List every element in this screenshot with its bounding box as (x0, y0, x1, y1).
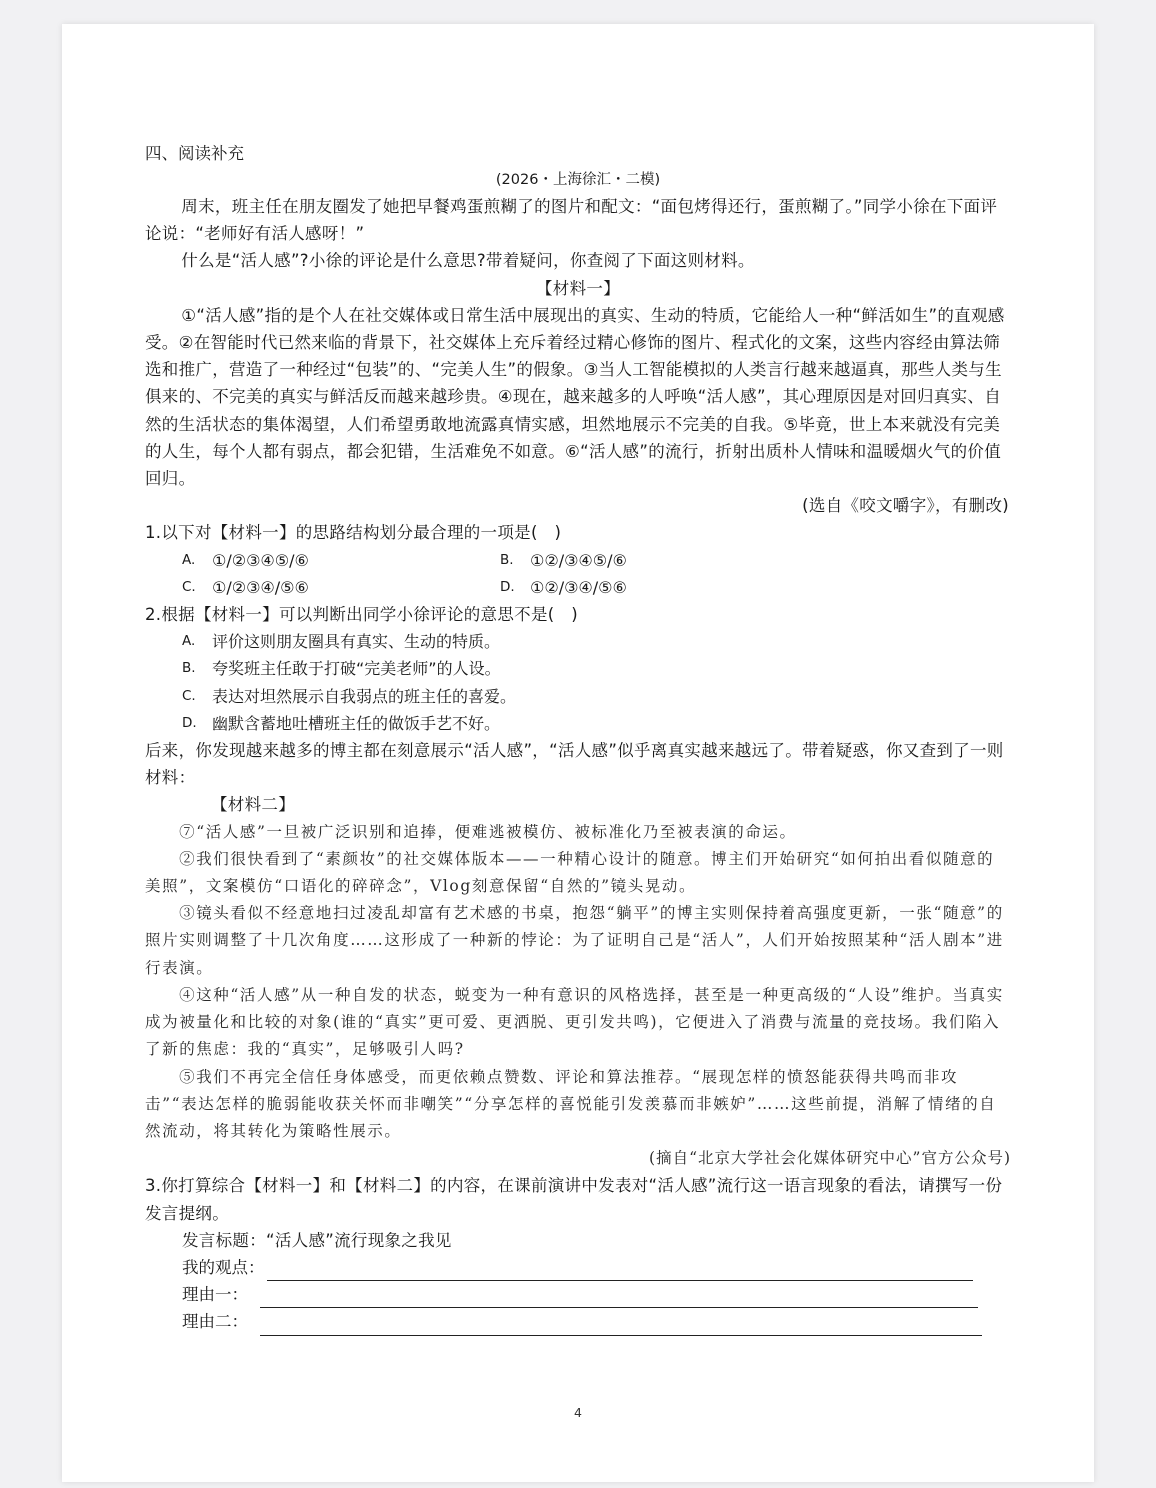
viewpoint-label: 我的观点： (182, 1257, 265, 1277)
question-1-option-b[interactable] (500, 547, 818, 574)
option-letter: B. (500, 551, 514, 568)
document-page (62, 24, 1094, 1482)
option-letter: C. (182, 578, 196, 595)
option-letter: C. (182, 687, 196, 704)
option-text: 幽默含蓄地吐槽班主任的做饭手艺不好。 (212, 713, 501, 733)
page-number: 4 (574, 1405, 582, 1420)
reason-1-row (145, 1281, 1011, 1308)
material2-paragraph-3: ③镜头看似不经意地扫过凌乱却富有艺术感的书桌，抱怨“躺平”的博主实则保持着高强度更新，一张“随意”的照片实则调整了十几次角度……这形成了一种新的悖论：为了证明自己是“活人”，人们开始按照某种“活人剧本”进行表演。 (145, 904, 1004, 977)
option-text: ①②/③④/⑤⑥ (530, 577, 627, 597)
speech-title: 发言标题：“活人感”流行现象之我见 (182, 1230, 452, 1250)
material2-paragraph-5: ⑤我们不再完全信任身体感受，而更依赖点赞数、评论和算法推荐。“展现怎样的愤怒能获得共鸣而非攻击”“表达怎样的脆弱能收获关怀而非嘲笑”“分享怎样的喜悦能引发羡慕而非嫉妒”……这些前提，消解了情绪的自然流动，将其转化为策略性展示。 (145, 1067, 997, 1140)
option-letter: B. (182, 660, 196, 677)
material1-body: ①“活人感”指的是个人在社交媒体或日常生活中展现出的真实、生动的特质，它能给人一种“鲜活如生”的直观感受。②在智能时代已然来临的背景下，社交媒体上充斥着经过精心修饰的图片、程式化的文案，这些内容经由算法筛选和推广，营造了一种经过“包装”的、“完美人生”的假象。③当人工智能模拟的人类言行越来越逼真，那些人类与生俱来的、不完美的真实与鲜活反而越来越珍贵。④现在，越来越多的人呼唤“活人感”，其心理原因是对回归真实、自然的生活状态的集体渴望，人们希望勇敢地流露真情实感，坦然地展示不完美的自我。⑤毕竟，世上本来就没有完美的人生，每个人都有弱点，都会犯错，生活难免不如意。⑥“活人感”的流行，折射出质朴人情味和温暖烟火气的价值回归。 (145, 305, 1005, 489)
option-text: ①/②③④/⑤⑥ (212, 577, 309, 597)
material2-paragraph-2: ②我们很快看到了“素颜妆”的社交媒体版本——一种精心设计的随意。博主们开始研究“如何拍出看似随意的美照”，文案模仿“口语化的碎碎念”，Vlog刻意保留“自然的”镜头晃动。 (145, 849, 995, 896)
viewpoint-row (145, 1254, 1011, 1281)
question-1-option-d[interactable] (500, 574, 818, 601)
reason-2-answer-line[interactable] (260, 1313, 982, 1336)
question-2-option-d[interactable] (145, 710, 1011, 737)
option-text: ①②/③④⑤/⑥ (530, 550, 627, 570)
reason-2-row (145, 1308, 1011, 1335)
question-1-options-row-1 (145, 547, 1011, 574)
question-3-stem: 3.你打算综合【材料一】和【材料二】的内容，在课前演讲中发表对“活人感”流行这一语言现象的看法，请撰写一份发言提纲。 (145, 1176, 1003, 1223)
material1-source: (选自《咬文嚼字》，有删改) (802, 496, 1009, 516)
question-1-stem: 1.以下对【材料一】的思路结构划分最合理的一项是( ) (145, 523, 562, 543)
question-1-option-c[interactable] (182, 574, 500, 601)
option-letter: A. (182, 633, 196, 650)
question-2-stem: 2.根据【材料一】可以判断出同学小徐评论的意思不是( ) (145, 605, 579, 625)
material2-paragraph-1: ⑦“活人感”一旦被广泛识别和追捧，便难逃被模仿、被标准化乃至被表演的命运。 (179, 822, 797, 841)
section-title: 四、阅读补充 (145, 144, 244, 163)
reason-1-answer-line[interactable] (260, 1285, 978, 1308)
material2-paragraph-4: ④这种“活人感”从一种自发的状态，蜕变为一种有意识的风格选择，甚至是一种更高级的“人设”维护。当真实成为被量化和比较的对象(谁的“真实”更可爱、更洒脱、更引发共鸣)，它便进入了消费与流量的竞技场。我们陷入了新的焦虑：我的“真实”，足够吸引人吗? (145, 985, 1004, 1059)
intro-paragraph-1: 周末，班主任在朋友圈发了她把早餐鸡蛋煎糊了的图片和配文：“面包烤得还行，蛋煎糊了。”同学小徐在下面评论说：“老师好有活人感呀！” (145, 197, 998, 244)
option-letter: A. (182, 551, 196, 568)
reason-2-label: 理由二： (182, 1312, 248, 1332)
question-2-option-a[interactable] (145, 628, 1011, 655)
option-text: ①/②③④⑤/⑥ (212, 550, 309, 570)
question-1-options-row-2 (145, 574, 1011, 601)
option-text: 夸奖班主任敢于打破“完美老师”的人设。 (212, 659, 501, 679)
option-letter: D. (182, 714, 197, 731)
material2-source: (摘自“北京大学社会化媒体研究中心”官方公众号) (649, 1149, 1011, 1168)
reason-1-label: 理由一： (182, 1285, 248, 1305)
material1-title: 【材料一】 (536, 278, 620, 298)
material2-title: 【材料二】 (211, 795, 295, 815)
question-2-option-c[interactable] (145, 683, 1011, 710)
option-letter: D. (500, 578, 515, 595)
question-1-option-a[interactable] (182, 547, 500, 574)
source-line: (2026・上海徐汇・二模) (495, 172, 661, 188)
page-content (145, 140, 1011, 1336)
viewpoint-answer-line[interactable] (267, 1258, 973, 1281)
transition-paragraph: 后来，你发现越来越多的博主都在刻意展示“活人感”，“活人感”似乎离真实越来越远了。带着疑惑，你又查到了一则材料： (145, 741, 1004, 788)
intro-paragraph-2: 什么是“活人感”?小徐的评论是什么意思?带着疑问，你查阅了下面这则材料。 (181, 251, 755, 271)
option-text: 评价这则朋友圈具有真实、生动的特质。 (212, 632, 501, 652)
option-text: 表达对坦然展示自我弱点的班主任的喜爱。 (212, 686, 517, 706)
question-2-option-b[interactable] (145, 655, 1011, 682)
